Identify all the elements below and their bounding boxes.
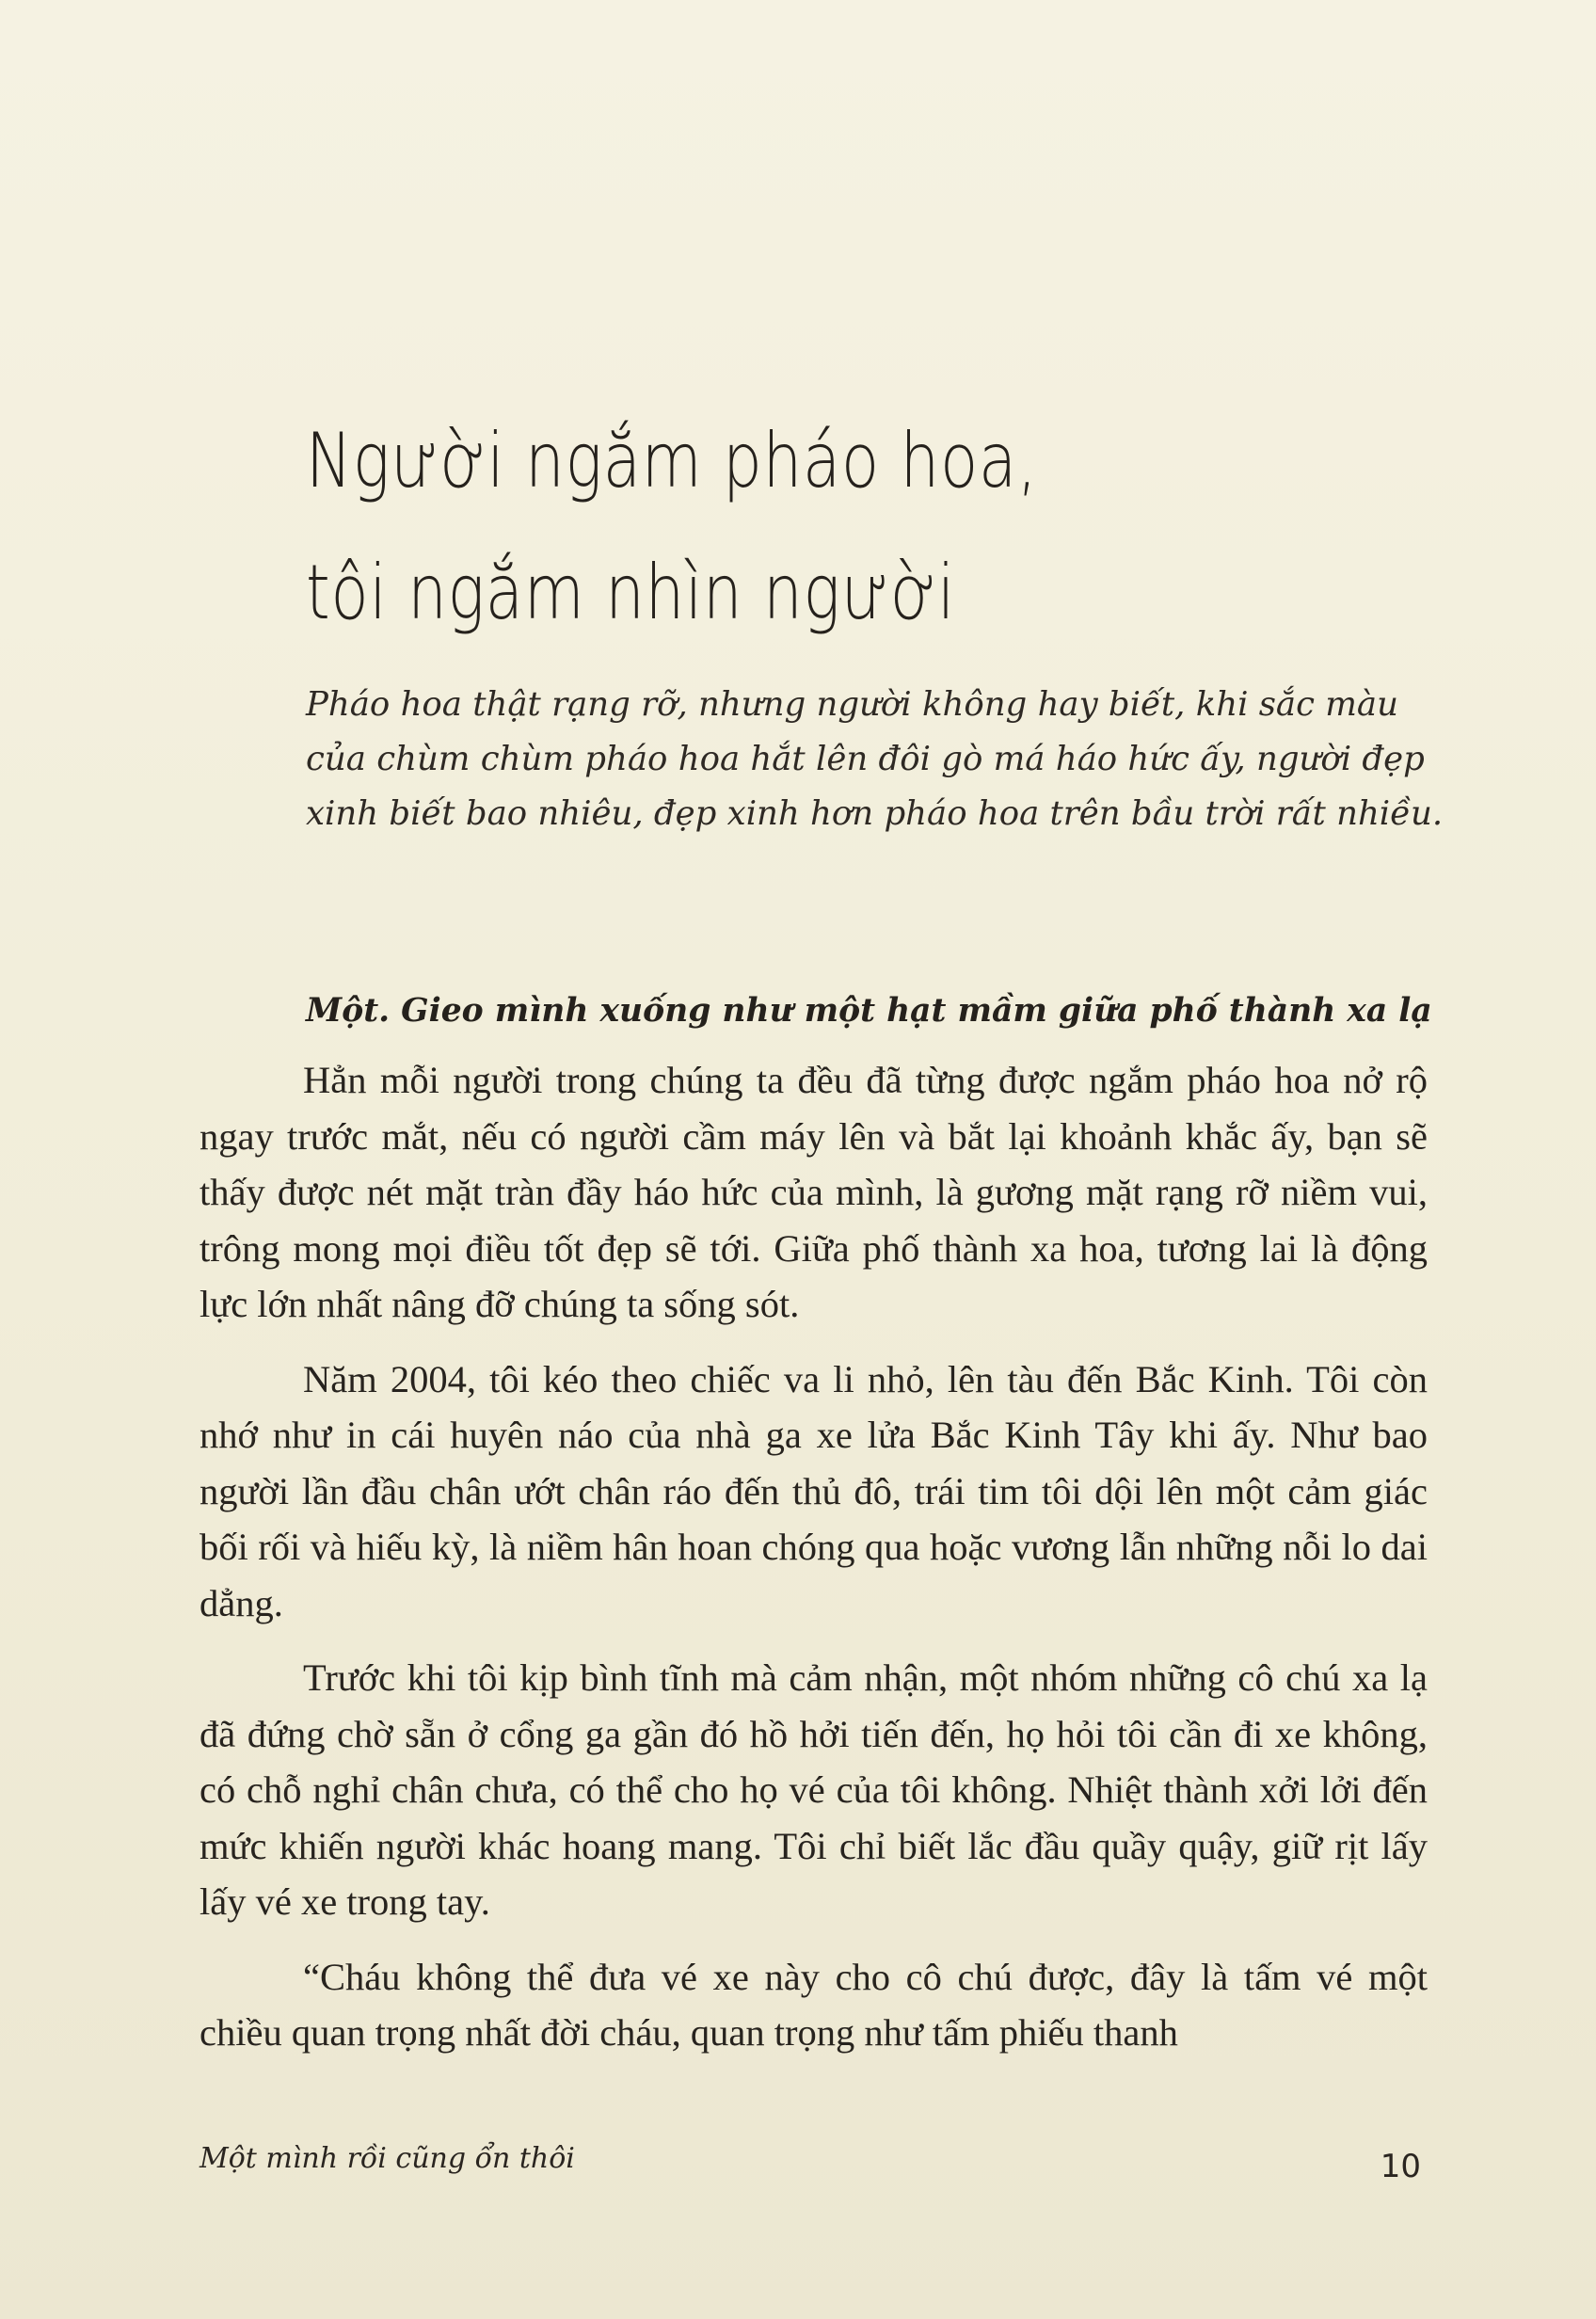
body-text xyxy=(200,1052,1428,2080)
paragraph: Trước khi tôi kịp bình tĩnh mà cảm nhận, một nhóm những cô chú xa lạ đã đứng chờ sẵn ở cổng ga gần đó hồ hởi tiến đến, họ hỏi tôi cần đi xe không, có chỗ nghỉ chân chưa, có thể cho họ vé của tôi không. Nhiệt thành xởi lởi đến mức khiến người khác hoang mang. Tôi chỉ biết lắc đầu quầy quậy, giữ rịt lấy lấy vé xe trong tay. xyxy=(200,1656,1428,1923)
chapter-title-line-2: tôi ngắm nhìn người xyxy=(306,549,956,636)
paragraph: “Cháu không thể đưa vé xe này cho cô chú được, đây là tấm vé một chiều quan trọng nhất đời cháu, quan trọng như tấm phiếu thanh xyxy=(200,1955,1428,2054)
section-heading: Một. Gieo mình xuống như một hạt mầm giữa phố thành xa lạ xyxy=(306,992,1432,1030)
epigraph: Pháo hoa thật rạng rỡ, nhưng người không hay biết, khi sắc màu của chùm chùm pháo hoa hắt lên đôi gò má háo hức ấy, người đẹp xinh biết bao nhiêu, đẹp xinh hơn pháo hoa trên bầu trời rất nhiều. xyxy=(306,685,1444,833)
chapter-title-line-1: Người ngắm pháo hoa, xyxy=(306,417,1038,504)
paragraph: Năm 2004, tôi kéo theo chiếc va li nhỏ, lên tàu đến Bắc Kinh. Tôi còn nhớ như in cái huyên náo của nhà ga xe lửa Bắc Kinh Tây khi ấy. Như bao người lần đầu chân ướt chân ráo đến thủ đô, trái tim tôi dội lên một cảm giác bối rối và hiếu kỳ, là niềm hân hoan chóng qua hoặc vương lẫn những nỗi lo dai dẳng. xyxy=(200,1357,1428,1624)
paragraph: Hẳn mỗi người trong chúng ta đều đã từng được ngắm pháo hoa nở rộ ngay trước mắt, nếu có người cầm máy lên và bắt lại khoảnh khắc ấy, bạn sẽ thấy được nét mặt tràn đầy háo hức của mình, là gương mặt rạng rỡ niềm vui, trông mong mọi điều tốt đẹp sẽ tới. Giữa phố thành xa hoa, tương lai là động lực lớn nhất nâng đỡ chúng ta sống sót. xyxy=(200,1059,1428,1325)
page-number: 10 xyxy=(1380,2148,1421,2185)
chapter-title xyxy=(306,395,1193,659)
running-footer-book-title: Một mình rồi cũng ổn thôi xyxy=(200,2142,575,2175)
